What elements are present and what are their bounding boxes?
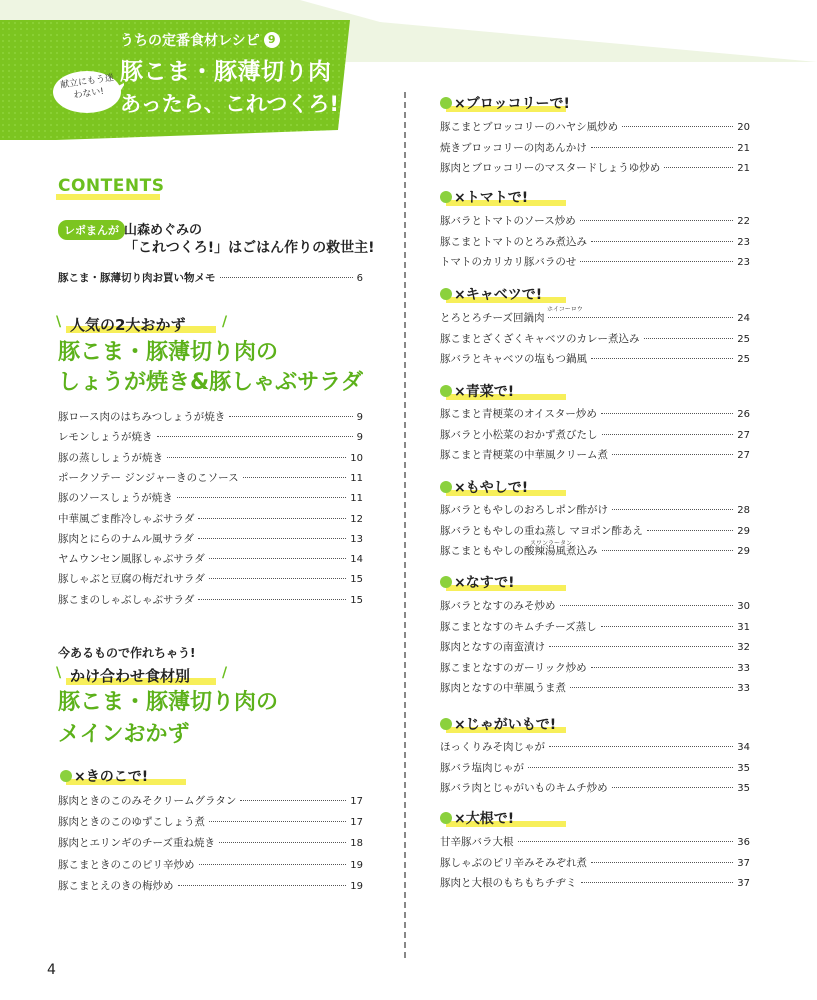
section2-title-line2: メインおかず xyxy=(58,722,190,747)
toc-row[interactable] xyxy=(58,429,363,443)
toc-item-page: 23 xyxy=(737,236,750,248)
category-heading xyxy=(440,93,570,113)
toc-item-page: 25 xyxy=(737,354,750,365)
leader-dots xyxy=(591,667,734,668)
toc-row[interactable] xyxy=(58,511,363,525)
toc-item-page: 19 xyxy=(350,859,363,871)
category-heading xyxy=(440,381,514,401)
leader-dots xyxy=(601,626,734,627)
toc-row-memo[interactable] xyxy=(58,270,363,284)
toc-item-title: 豚ロース肉のはちみつしょうが焼き xyxy=(58,411,226,423)
slash-left-icon: \ xyxy=(56,314,62,330)
category-name: ×ブロッコリーで! xyxy=(454,96,570,112)
category-name: ×キャベツで! xyxy=(454,287,543,303)
category-name: ×大根で! xyxy=(454,811,515,827)
toc-row[interactable] xyxy=(440,855,750,869)
leader-dots xyxy=(220,277,353,278)
leader-dots xyxy=(591,358,733,359)
section1-title-line2: しょうが焼き&豚しゃぶサラダ xyxy=(58,370,363,395)
toc-item-page: 14 xyxy=(350,554,363,566)
toc-item-title: ヤムウンセン風豚しゃぶサラダ xyxy=(58,553,205,566)
category-heading xyxy=(440,808,514,828)
toc-item-page: 10 xyxy=(350,452,363,464)
toc-row[interactable] xyxy=(440,254,750,268)
toc-row[interactable] xyxy=(58,592,363,606)
leader-dots xyxy=(570,687,733,688)
toc-item-title: 豚バラ肉とじゃがいものキムチ炒め xyxy=(440,782,608,794)
toc-item-page: 35 xyxy=(737,762,750,774)
category-name: ×きのこで! xyxy=(74,769,149,785)
toc-row[interactable] xyxy=(440,160,750,174)
green-dot-icon xyxy=(440,191,452,203)
toc-item-title: 豚バラとなすのみそ炒め xyxy=(440,600,556,612)
toc-item-title: 豚こまとなすのガーリック炒め xyxy=(440,661,587,674)
leader-dots xyxy=(167,457,346,458)
toc-row[interactable] xyxy=(440,427,750,441)
category-name: ×なすで! xyxy=(454,575,515,591)
toc-item-page: 23 xyxy=(737,257,750,268)
green-dot-icon xyxy=(440,385,452,397)
toc-item-title: とろとろチーズ回鍋肉 xyxy=(440,312,545,324)
toc-row[interactable] xyxy=(440,406,750,420)
toc-item-title: 豚バラともやしの重ね蒸し マヨポン酢あえ xyxy=(440,524,643,537)
toc-item-title: 豚肉とエリンギのチーズ重ね焼き xyxy=(58,837,215,850)
toc-item-title: 豚こまとブロッコリーのハヤシ風炒め xyxy=(440,121,619,133)
report-badge: レポまんが xyxy=(58,220,125,240)
toc-row[interactable] xyxy=(58,531,363,545)
toc-row[interactable] xyxy=(440,739,750,753)
contents-heading: CONTENTS xyxy=(58,176,165,196)
green-dot-icon xyxy=(440,481,452,493)
toc-item-title: 豚しゃぶと豆腐の梅だれサラダ xyxy=(58,573,205,586)
column-divider xyxy=(404,92,406,958)
toc-item-page: 34 xyxy=(737,742,750,753)
toc-item-title: 豚肉となすの中華風うま煮 xyxy=(440,682,566,694)
toc-row[interactable] xyxy=(440,213,750,227)
toc-item-title: 豚バラとトマトのソース炒め xyxy=(440,215,576,227)
toc-row[interactable] xyxy=(440,331,750,345)
toc-item-page: 6 xyxy=(356,273,363,284)
slash-left-icon: \ xyxy=(56,665,62,681)
section2-intro: 今あるもので作れちゃう! xyxy=(58,646,196,660)
section2-title-line1: 豚こま・豚薄切り肉の xyxy=(58,690,279,715)
toc-item-title: 焼きブロッコリーの肉あんかけ xyxy=(440,141,587,154)
toc-item-page: 37 xyxy=(737,878,750,889)
toc-row[interactable] xyxy=(440,639,750,653)
toc-item-page: 30 xyxy=(737,601,750,612)
toc-item-title: 豚の蒸ししょうが焼き xyxy=(58,451,163,464)
toc-item-title: 豚のソースしょうが焼き xyxy=(58,492,173,505)
toc-item-title: 豚こま・豚薄切り肉お買い物メモ xyxy=(58,272,216,284)
toc-item-page: 9 xyxy=(356,432,363,444)
toc-item-page: 22 xyxy=(737,216,750,227)
toc-row[interactable] xyxy=(58,857,363,871)
green-dot-icon xyxy=(440,718,452,730)
toc-item-page: 27 xyxy=(737,450,750,461)
leader-dots xyxy=(549,746,733,747)
series-label: うちの定番食材レシピ xyxy=(120,33,260,49)
toc-row[interactable] xyxy=(440,760,750,774)
toc-row[interactable] xyxy=(58,470,363,484)
toc-item-page: 11 xyxy=(350,493,363,505)
category-name: ×トマトで! xyxy=(454,190,529,206)
toc-row[interactable] xyxy=(440,660,750,674)
toc-row[interactable] xyxy=(440,119,750,133)
leader-dots xyxy=(622,126,733,127)
toc-row[interactable] xyxy=(440,680,750,694)
leader-dots xyxy=(518,841,734,842)
toc-item-title: 豚肉ときのこのゆずこしょう煮 xyxy=(58,816,205,829)
leader-dots xyxy=(580,220,734,221)
toc-item-title: 豚肉と大根のもちもちチヂミ xyxy=(440,877,577,889)
leader-dots xyxy=(612,509,733,510)
toc-item-page: 27 xyxy=(737,429,750,441)
toc-item-page: 33 xyxy=(737,662,750,674)
toc-item-page: 37 xyxy=(737,857,750,869)
toc-item-page: 18 xyxy=(350,838,363,850)
leader-dots xyxy=(198,599,346,600)
toc-item-title: 中華風ごま酢冷しゃぶサラダ xyxy=(58,512,195,525)
toc-item-page: 20 xyxy=(737,122,750,133)
leader-dots xyxy=(198,518,346,519)
category-name: ×もやしで! xyxy=(454,480,529,496)
toc-item-title: 豚こまとトマトのとろみ煮込み xyxy=(440,235,587,248)
leader-dots xyxy=(602,434,734,435)
leader-dots xyxy=(602,550,734,551)
toc-item-title: 豚こまとなすのキムチチーズ蒸し xyxy=(440,620,597,633)
toc-item-title: ほっくりみそ肉じゃが xyxy=(440,741,545,753)
toc-row[interactable] xyxy=(58,490,363,504)
page-number: 4 xyxy=(47,962,56,978)
category-heading xyxy=(440,187,528,207)
leader-dots xyxy=(219,842,346,843)
toc-item-page: 26 xyxy=(737,409,750,420)
leader-dots xyxy=(229,416,352,417)
toc-item-page: 17 xyxy=(350,817,363,829)
toc-item-title: 豚こまと青梗菜の中華風クリーム煮 xyxy=(440,449,608,461)
green-dot-icon xyxy=(440,97,452,109)
toc-row[interactable] xyxy=(58,835,363,849)
toc-item-title: 豚しゃぶのピリ辛みそみぞれ煮 xyxy=(440,856,587,869)
toc-item-title: 豚肉とにらのナムル風サラダ xyxy=(58,532,194,545)
toc-item-title: 豚バラ塩肉じゃが xyxy=(440,761,524,774)
toc-row[interactable] xyxy=(440,543,750,557)
toc-row[interactable] xyxy=(440,234,750,248)
toc-item-page: 12 xyxy=(350,513,363,525)
leader-dots xyxy=(580,261,733,262)
toc-item-title: 豚バラと小松菜のおかず煮びたし xyxy=(440,428,598,441)
toc-row[interactable] xyxy=(58,571,363,585)
toc-item-page: 29 xyxy=(737,525,750,537)
category-name: ×じゃがいもで! xyxy=(454,717,557,733)
leader-dots xyxy=(209,558,346,559)
category-name: ×青菜で! xyxy=(454,384,515,400)
toc-item-page: 31 xyxy=(737,621,750,633)
leader-dots xyxy=(178,885,347,886)
toc-item-page: 33 xyxy=(737,683,750,694)
toc-row[interactable] xyxy=(58,878,363,892)
toc-item-title: 豚バラともやしのおろしポン酢がけ xyxy=(440,504,608,516)
toc-row[interactable] xyxy=(440,523,750,537)
toc-row[interactable] xyxy=(58,814,363,828)
toc-item-title: 豚こまとざくざくキャベツのカレー煮込み xyxy=(440,332,640,345)
category-heading xyxy=(440,477,528,497)
ruby-sanla: スワンラータン xyxy=(530,540,573,547)
toc-row[interactable] xyxy=(440,875,750,889)
category-heading xyxy=(60,766,148,786)
leader-dots xyxy=(243,477,347,478)
toc-item-title: 豚こまのしゃぶしゃぶサラダ xyxy=(58,593,195,606)
toc-item-page: 15 xyxy=(350,594,363,606)
category-heading xyxy=(440,284,542,304)
leader-dots xyxy=(664,167,733,168)
toc-row[interactable] xyxy=(440,351,750,365)
toc-item-title: 豚肉となすの南蛮漬け xyxy=(440,641,545,653)
leader-dots xyxy=(549,646,733,647)
slash-right-icon: / xyxy=(222,314,228,330)
banner-title-line1: 豚こま・豚薄切り肉 xyxy=(120,59,332,85)
toc-row[interactable] xyxy=(58,793,363,807)
toc-item-title: トマトのカリカリ豚バラのせ xyxy=(440,256,577,268)
toc-row[interactable] xyxy=(440,780,750,794)
toc-item-page: 11 xyxy=(350,472,363,484)
toc-row[interactable] xyxy=(440,140,750,154)
toc-item-page: 29 xyxy=(737,546,750,557)
toc-item-page: 28 xyxy=(737,505,750,516)
leader-dots xyxy=(612,454,733,455)
leader-dots xyxy=(528,767,733,768)
slash-right-icon: / xyxy=(222,665,228,681)
toc-item-page: 21 xyxy=(737,142,750,154)
leader-dots xyxy=(198,538,346,539)
series-title xyxy=(120,30,360,50)
green-dot-icon xyxy=(440,812,452,824)
toc-row[interactable] xyxy=(440,598,750,612)
toc-row[interactable] xyxy=(440,310,750,324)
ruby-huikoro: ホイコーロウ xyxy=(547,306,583,313)
bubble-text: 献立にもう迷わない! xyxy=(59,73,115,102)
toc-row[interactable] xyxy=(440,834,750,848)
leader-dots xyxy=(581,882,734,883)
toc-item-page: 9 xyxy=(356,412,363,423)
leader-dots xyxy=(644,338,734,339)
toc-item-title: レモンしょうが焼き xyxy=(58,431,153,444)
toc-item-title: 豚こまと青梗菜のオイスター炒め xyxy=(440,408,597,420)
toc-item-title: 豚バラとキャベツの塩もつ鍋風 xyxy=(440,353,587,365)
section1-label: 人気の2大おかず xyxy=(70,316,186,334)
toc-item-title: 豚肉とブロッコリーのマスタードしょうゆ炒め xyxy=(440,162,661,174)
leader-dots xyxy=(157,436,353,437)
toc-row[interactable] xyxy=(58,450,363,464)
leader-dots xyxy=(548,317,733,318)
toc-item-page: 36 xyxy=(737,837,750,848)
toc-item-page: 24 xyxy=(737,313,750,324)
report-author: 山森めぐみの xyxy=(124,223,203,238)
toc-item-page: 13 xyxy=(350,533,363,545)
toc-row[interactable] xyxy=(58,551,363,565)
leader-dots xyxy=(591,862,733,863)
toc-item-page: 25 xyxy=(737,333,750,345)
green-dot-icon xyxy=(440,576,452,588)
leader-dots xyxy=(209,821,346,822)
leader-dots xyxy=(601,413,733,414)
leader-dots xyxy=(591,241,733,242)
toc-item-title: ポークソテー ジンジャーきのこソース xyxy=(58,471,239,484)
toc-item-title: 豚こまとえのきの梅炒め xyxy=(58,879,174,892)
leader-dots xyxy=(591,147,733,148)
leader-dots xyxy=(560,605,734,606)
toc-item-page: 21 xyxy=(737,163,750,174)
toc-item-page: 17 xyxy=(350,796,363,807)
toc-item-title: 豚こまともやしの酸辣湯風煮込み xyxy=(440,545,598,557)
toc-row[interactable] xyxy=(58,409,363,423)
section1-title-line1: 豚こま・豚薄切り肉の xyxy=(58,340,279,365)
leader-dots xyxy=(647,530,733,531)
leader-dots xyxy=(209,578,346,579)
leader-dots xyxy=(612,787,734,788)
green-dot-icon xyxy=(60,770,72,782)
toc-row[interactable] xyxy=(440,447,750,461)
toc-item-title: 豚こまときのこのピリ辛炒め xyxy=(58,858,195,871)
green-dot-icon xyxy=(440,288,452,300)
series-number-badge: 9 xyxy=(264,32,280,48)
toc-item-page: 15 xyxy=(350,574,363,586)
banner-text xyxy=(120,30,360,118)
toc-item-page: 32 xyxy=(737,642,750,653)
toc-item-title: 豚肉ときのこのみそクリームグラタン xyxy=(58,795,237,807)
banner-title-line2: あったら、これつくろ! xyxy=(120,92,339,116)
category-heading xyxy=(440,572,515,592)
category-heading xyxy=(440,714,556,734)
toc-item-page: 19 xyxy=(350,880,363,892)
leader-dots xyxy=(199,864,347,865)
toc-item-title: 甘辛豚バラ大根 xyxy=(440,836,514,848)
leader-dots xyxy=(177,497,347,498)
section2-label: かけ合わせ食材別 xyxy=(70,667,191,685)
toc-item-page: 35 xyxy=(737,783,750,794)
leader-dots xyxy=(240,800,346,801)
report-title[interactable]: 「これつくろ!」はごはん作りの救世主! xyxy=(124,240,375,256)
toc-row[interactable] xyxy=(440,502,750,516)
toc-row[interactable] xyxy=(440,619,750,633)
